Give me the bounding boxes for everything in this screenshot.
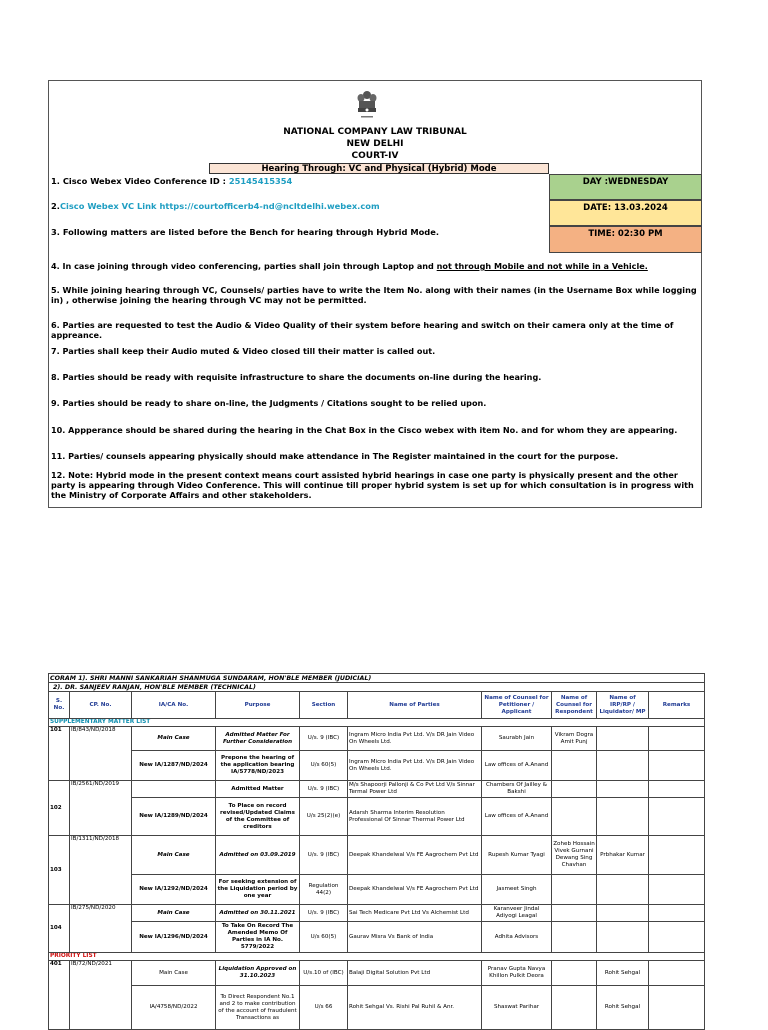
cell-section: U/s 66 (300, 986, 348, 1030)
col-header-irp: Name of IRP/RP / Liquidator/ MP (597, 692, 649, 719)
cell-ia: Main Case (132, 905, 216, 922)
col-header-parties: Name of Parties (348, 692, 482, 719)
cell-respondent (552, 905, 597, 922)
cell-purpose: Admitted Matter For Further Consideration (216, 727, 300, 751)
instruction-6: 6. Parties are requested to test the Audio & Video Quality of their system before hearing and switch on their camera only at the time of appreance. (51, 320, 674, 340)
cell-ia: New IA/1296/ND/2024 (132, 922, 216, 953)
col-header-respondent: Name of Counsel for Respondent (552, 692, 597, 719)
cell-purpose: Liquidation Approved on 31.10.2023 (216, 961, 300, 986)
instruction-9: 9. Parties should be ready to share on-line, the Judgments / Citations sought to be relied upon. (51, 398, 487, 408)
cell-section: U/s. 9 (IBC) (300, 836, 348, 875)
cell-parties: Adarsh Sharma Interim Resolution Professional Of Sinnar Thermal Power Ltd (348, 798, 482, 836)
cell-respondent: Zoheb Hossain Vivek Gurnani Dewang Sing Chavhan (552, 836, 597, 875)
cell-parties: Balaji Digital Solution Pvt Ltd (348, 961, 482, 986)
cell-sno: 102 (49, 781, 70, 836)
cell-cp: IB/275/ND/2020 (70, 905, 132, 953)
instruction-11: 11. Parties/ counsels appearing physically should make attendance in The Register maintained in the court for the purpose. (51, 451, 619, 461)
cell-purpose: For seeking extension of the Liquidation period by one year (216, 875, 300, 905)
cell-section: U/s. 9 (IBC) (300, 727, 348, 751)
cell-remarks (649, 961, 705, 986)
instruction-2-number: 2. (51, 201, 60, 211)
cell-parties: Sai Tech Medicare Pvt Ltd Vs Alchemist Ltd (348, 905, 482, 922)
cell-respondent (552, 875, 597, 905)
cell-remarks (649, 751, 705, 781)
cell-purpose: Admitted Matter (216, 781, 300, 798)
cell-petitioner: Jasmeet Singh (482, 875, 552, 905)
cell-ia: New IA/1289/ND/2024 (132, 798, 216, 836)
cell-petitioner: Adhita Advisors (482, 922, 552, 953)
cell-petitioner: Rupesh Kumar Tyagi (482, 836, 552, 875)
instruction-8: 8. Parties should be ready with requisite infrastructure to share the documents on-line during the hearing. (51, 372, 542, 382)
table-row (49, 798, 705, 836)
cell-section: U/s. 9 (IBC) (300, 781, 348, 798)
cell-remarks (649, 727, 705, 751)
cell-irp (597, 751, 649, 781)
col-header-sno: S. No. (49, 692, 70, 719)
cell-section: U/s. 9 (IBC) (300, 905, 348, 922)
cell-respondent (552, 922, 597, 953)
cell-purpose: Admitted on 03.09.2019 (216, 836, 300, 875)
cell-petitioner: Law offices of A.Anand (482, 751, 552, 781)
table-row (49, 875, 705, 905)
cell-remarks (649, 986, 705, 1030)
cell-parties: Gaurav Misra Vs Bank of India (348, 922, 482, 953)
instruction-7: 7. Parties shall keep their Audio muted & Video closed till their matter is called out. (51, 346, 436, 356)
cell-ia: Main Case (132, 836, 216, 875)
cell-petitioner: Law offices of A.Anand (482, 798, 552, 836)
instruction-4 (51, 261, 699, 271)
cell-remarks (649, 875, 705, 905)
col-header-remarks: Remarks (649, 692, 705, 719)
cell-section: U/s.10 of (IBC) (300, 961, 348, 986)
cell-cp: IB/1311/ND/2018 (70, 836, 132, 905)
city-title: NEW DELHI (346, 139, 404, 149)
cell-petitioner: Saurabh Jain (482, 727, 552, 751)
cell-respondent (552, 781, 597, 798)
cell-purpose: To Direct Respondent No.1 and 2 to make contribution of the account of fraudulent Transactions as (216, 986, 300, 1030)
cell-sno: 103 (49, 836, 70, 905)
hearing-mode-banner: Hearing Through: VC and Physical (Hybrid) Mode (209, 163, 549, 174)
cell-irp (597, 922, 649, 953)
cell-irp (597, 781, 649, 798)
date-box: DATE: 13.03.2024 (549, 200, 702, 226)
cell-purpose: Admitted on 30.11.2021 (216, 905, 300, 922)
table-row (49, 961, 705, 986)
cell-irp (597, 727, 649, 751)
cause-list-table (48, 673, 705, 1030)
col-header-purpose: Purpose (216, 692, 300, 719)
instruction-2 (51, 201, 546, 211)
table-row (49, 922, 705, 953)
cell-respondent (552, 751, 597, 781)
cell-ia: New IA/1287/ND/2024 (132, 751, 216, 781)
col-header-cp: CP. No. (70, 692, 132, 719)
instruction-4-text: 4. In case joining through video conferencing, parties shall join through Laptop and (51, 261, 437, 271)
coram-line-1: CORAM 1). SHRI MANNI SANKARIAH SHANMUGA SUNDARAM, HON'BLE MEMBER (JUDICIAL) (49, 674, 705, 683)
cell-irp: Rohit Sehgal (597, 986, 649, 1030)
cell-remarks (649, 798, 705, 836)
cell-parties: Ingram Micro India Pvt Ltd. V/s DR Jain Video On Wheels Ltd. (348, 751, 482, 781)
instruction-4-emphasis: not through Mobile and not while in a Vehicle. (436, 261, 648, 271)
cell-respondent (552, 961, 597, 986)
coram-line-2: 2). DR. SANJEEV RANJAN, HON'BLE MEMBER (TECHNICAL) (49, 683, 705, 692)
cell-sno: 101 (49, 727, 70, 781)
cell-cp: IB/2561/ND/2019 (70, 781, 132, 836)
table-row (49, 905, 705, 922)
cell-irp (597, 905, 649, 922)
cell-ia: Main Case (132, 727, 216, 751)
cell-section: U/s 60(5) (300, 922, 348, 953)
cell-section: U/s 60(5) (300, 751, 348, 781)
webex-id-value: 25145415354 (228, 176, 293, 186)
instruction-1 (51, 176, 546, 186)
section-supplementary: SUPPLEMENTARY MATTER LIST (49, 719, 705, 727)
cell-irp: Rohit Sehgal (597, 961, 649, 986)
cell-ia: Main Case (132, 961, 216, 986)
webex-id-label: 1. Cisco Webex Video Conference ID : (51, 176, 229, 186)
col-header-petitioner: Name of Counsel for Petitioner / Applicant (482, 692, 552, 719)
cell-respondent (552, 986, 597, 1030)
cell-irp (597, 875, 649, 905)
webex-link[interactable]: Cisco Webex VC Link https://courtofficerb4-nd@ncltdelhi.webex.com (59, 201, 380, 211)
cell-section: Regulation 44(2) (300, 875, 348, 905)
cell-parties: M/s Shapoorji Pallonji & Co Pvt Ltd V/s Sinnar Termal Power Ltd (348, 781, 482, 798)
cell-parties: Ingram Micro India Pvt Ltd. V/s DR Jain Video On Wheels Ltd. (348, 727, 482, 751)
cell-petitioner: Pranav Gupta Navya Khillon Pulkit Deora (482, 961, 552, 986)
time-box: TIME: 02:30 PM (549, 226, 702, 253)
cell-remarks (649, 836, 705, 875)
cell-irp (597, 798, 649, 836)
instruction-12: 12. Note: Hybrid mode in the present context means court assisted hybrid hearings in case one party is physically present and the other party is appearing through Video Conference. This will continue till proper hybrid system is set up for which consultation is in progress with the Ministry of Corporate Affairs and other stakeholders. (51, 470, 694, 500)
org-title: NATIONAL COMPANY LAW TRIBUNAL (283, 127, 467, 137)
cell-ia: IA/4758/ND/2022 (132, 986, 216, 1030)
cell-sno: 401 (49, 961, 70, 1030)
cell-ia: New IA/1292/ND/2024 (132, 875, 216, 905)
cell-sno: 104 (49, 905, 70, 953)
national-emblem-icon (356, 90, 378, 122)
table-row (49, 836, 705, 875)
col-header-section: Section (300, 692, 348, 719)
cell-purpose: To Place on record revised/Updated Claims of the Committee of creditors (216, 798, 300, 836)
cell-purpose: Prepone the hearing of the application bearing IA/5778/ND/2023 (216, 751, 300, 781)
section-priority: PRIORITY LIST (49, 953, 705, 961)
table-row (49, 751, 705, 781)
cell-parties: Deepak Khandelwal V/s FE Aagrochem Pvt Ltd (348, 836, 482, 875)
cell-petitioner: Karanveer Jindal Adiyogi Leagal (482, 905, 552, 922)
cell-parties: Rohit Sehgal Vs. Rishi Pal Ruhil & Anr. (348, 986, 482, 1030)
table-row (49, 986, 705, 1030)
cell-purpose: To Take On Record The Amended Memo Of Parties in IA No. 5779/2022 (216, 922, 300, 953)
cell-respondent: Vikram Dogra Amit Punj (552, 727, 597, 751)
cell-parties: Deepak Khandelwal V/s FE Aagrochem Pvt Ltd (348, 875, 482, 905)
cell-ia (132, 781, 216, 798)
table-row (49, 781, 705, 798)
cell-remarks (649, 905, 705, 922)
instruction-5: 5. While joining hearing through VC, Counsels/ parties have to write the Item No. along with their names (in the Username Box while logging in) , otherwise joining the hearing through VC may not be permitted. (51, 285, 697, 305)
table-row (49, 727, 705, 751)
instruction-3: 3. Following matters are listed before the Bench for hearing through Hybrid Mode. (51, 227, 440, 237)
cell-respondent (552, 798, 597, 836)
cell-section: U/s 25(2)(e) (300, 798, 348, 836)
cell-cp: IB/72/ND/2021 (70, 961, 132, 1030)
cell-petitioner: Chambers Of Jailley & Bakshi (482, 781, 552, 798)
instruction-10: 10. Appperance should be shared during the hearing in the Chat Box in the Cisco webex with item No. and for whom they are appearing. (51, 425, 678, 435)
court-title: COURT-IV (351, 151, 399, 161)
cell-remarks (649, 922, 705, 953)
col-header-ia: IA/CA No. (132, 692, 216, 719)
cell-petitioner: Shaswat Parihar (482, 986, 552, 1030)
cell-cp: IB/843/ND/2018 (70, 727, 132, 781)
cell-remarks (649, 781, 705, 798)
cell-irp: Prbhakar Kumar (597, 836, 649, 875)
day-box: DAY :WEDNESDAY (549, 174, 702, 200)
